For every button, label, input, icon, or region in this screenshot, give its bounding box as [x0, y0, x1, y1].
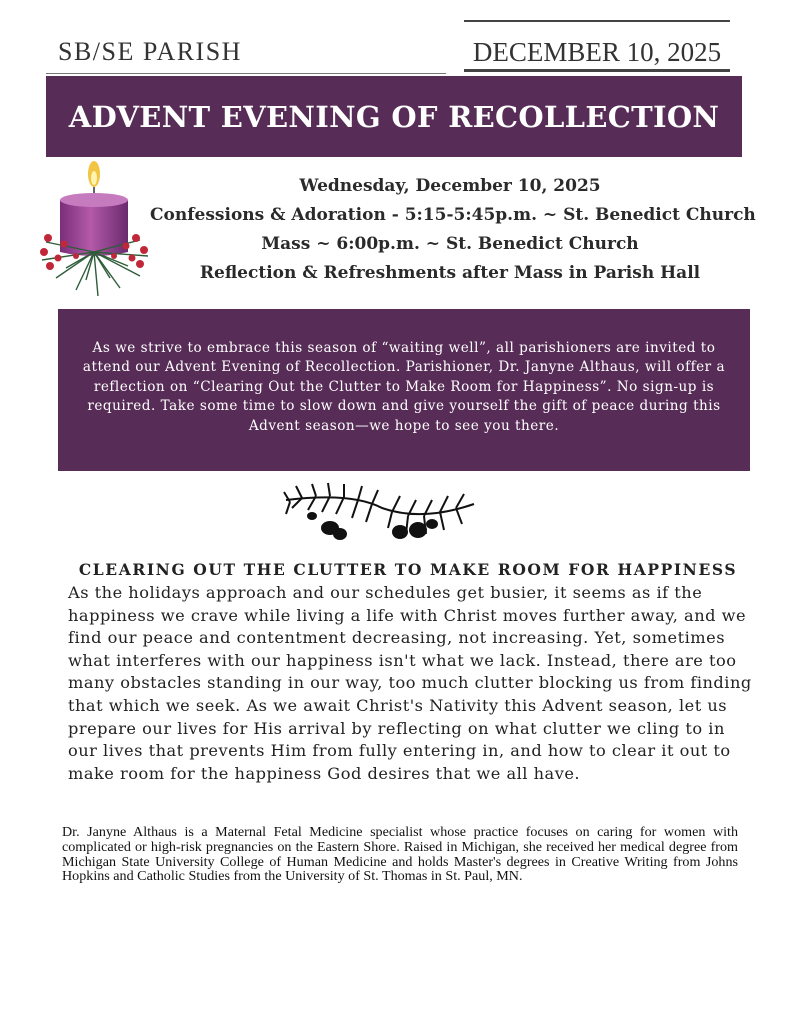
article-title: CLEARING OUT THE CLUTTER TO MAKE ROOM FOR HAPPINESS: [78, 560, 738, 579]
pine-sprig-icon: [282, 478, 478, 546]
article-body: As the holidays approach and our schedules get busier, it seems as if the happiness we crave while living a life with Christ moves further away, and we find our peace and contentment decreasing, not increasing. Yet, sometimes what interferes with our happiness isn't what we lack. Instead, there are too many obstacles standing in our way, too much clutter blocking us from finding that which we seek. As we await Christ's Nativity this Advent season, let us prepare our lives for His arrival by reflecting on what clutter we cling to in our lives that prevents Him from fully entering in, and how to clear it out to make room for the happiness God desires that we all have.: [68, 583, 752, 783]
reflection-line: Reflection & Refreshments after Mass in Parish Hall: [199, 263, 701, 283]
event-date-line: Wednesday, December 10, 2025: [299, 176, 601, 196]
event-schedule: [150, 172, 756, 288]
date-top-rule: [464, 20, 730, 22]
advent-candle-icon: [36, 160, 154, 300]
event-title-banner: [46, 76, 742, 157]
parish-name: SB/SE PARISH: [46, 34, 446, 74]
invitation-text: As we strive to embrace this season of “waiting well”, all parishioners are invited to attend our Advent Evening of Recollection. Parishioner, Dr. Janyne Althaus, will offer a reflection on “Clearing Out the Clutter to Make Room for Happiness”. No sign-up is required. Take some time to slow down and give yourself the gift of peace during this Advent season—we hope to see you there.: [82, 340, 726, 434]
speaker-bio: Dr. Janyne Althaus is a Maternal Fetal Medicine specialist whose practice focuses on caring for women with complicated or high-risk pregnancies on the Eastern Shore. Raised in Michigan, she received her medical degree from Michigan State University College of Human Medicine and holds Master's degrees in Creative Writing from Johns Hopkins and Catholic Studies from the University of St. Thomas in St. Paul, MN.: [62, 824, 738, 885]
bulletin-date: DECEMBER 10, 2025: [464, 34, 730, 72]
confessions-line: Confessions & Adoration - 5:15-5:45p.m. ~ St. Benedict Church: [150, 205, 756, 225]
invitation-box: [58, 309, 750, 471]
event-title: ADVENT EVENING OF RECOLLECTION: [68, 99, 720, 134]
mass-line: Mass ~ 6:00p.m. ~ St. Benedict Church: [261, 234, 639, 254]
